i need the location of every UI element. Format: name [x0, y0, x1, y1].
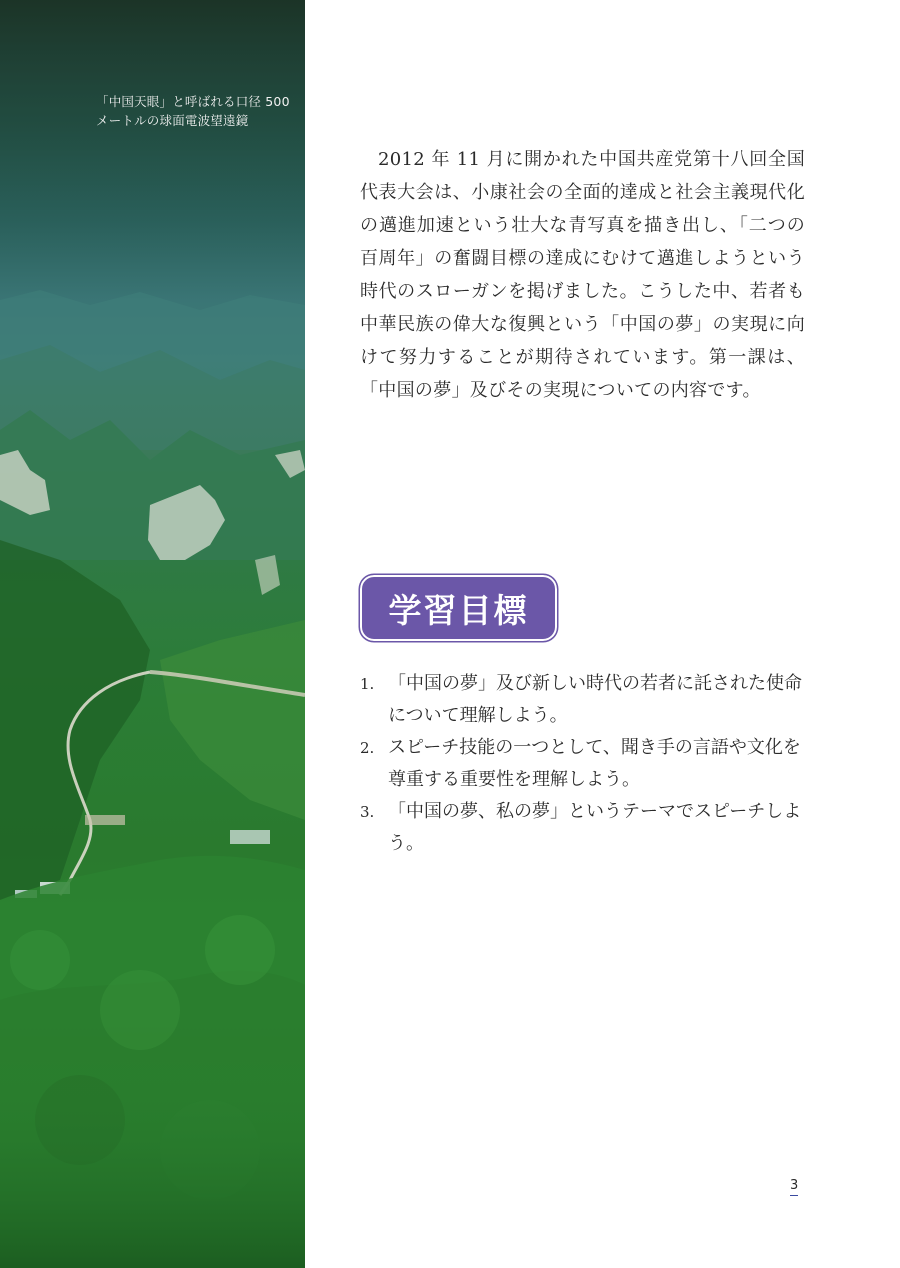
learning-goals-heading: [360, 575, 557, 641]
learning-goals-title: 学習目標: [388, 590, 529, 630]
caption-line-2: メートルの球面電波望遠鏡: [96, 113, 249, 128]
list-item: [360, 732, 805, 796]
list-item: [360, 796, 805, 860]
goal-text: 「中国の夢」及び新しい時代の若者に託された使命について理解しよう。: [388, 673, 802, 726]
learning-goals-list: [360, 668, 805, 860]
list-item: [360, 668, 805, 732]
goal-text: 「中国の夢、私の夢」というテーマでスピーチしよう。: [388, 801, 802, 854]
landscape-photo: [0, 0, 305, 1268]
goal-number: 1.: [360, 675, 375, 693]
valley-illustration: [0, 0, 305, 1268]
goal-text: スピーチ技能の一つとして、聞き手の言語や文化を尊重する重要性を理解しよう。: [388, 737, 801, 790]
caption-line-1: 「中国天眼」と呼ばれる口径 500: [96, 94, 290, 109]
goal-number: 2.: [360, 739, 375, 757]
page-number: 3: [790, 1178, 798, 1196]
intro-paragraph: 2012 年 11 月に開かれた中国共産党第十八回全国代表大会は、小康社会の全面的達成と社会主義現代化の邁進加速という壮大な青写真を描き出し、「二つの百周年」の奮闘目標の達成にむけて邁進しようという時代のスローガンを掲げました。こうした中、若者も中華民族の偉大な復興という「中国の夢」の実現に向けて努力することが期待されています。第一課は、「中国の夢」及びその実現についての内容です。: [360, 149, 805, 401]
goal-number: 3.: [360, 803, 375, 821]
photo-caption: [96, 92, 301, 130]
